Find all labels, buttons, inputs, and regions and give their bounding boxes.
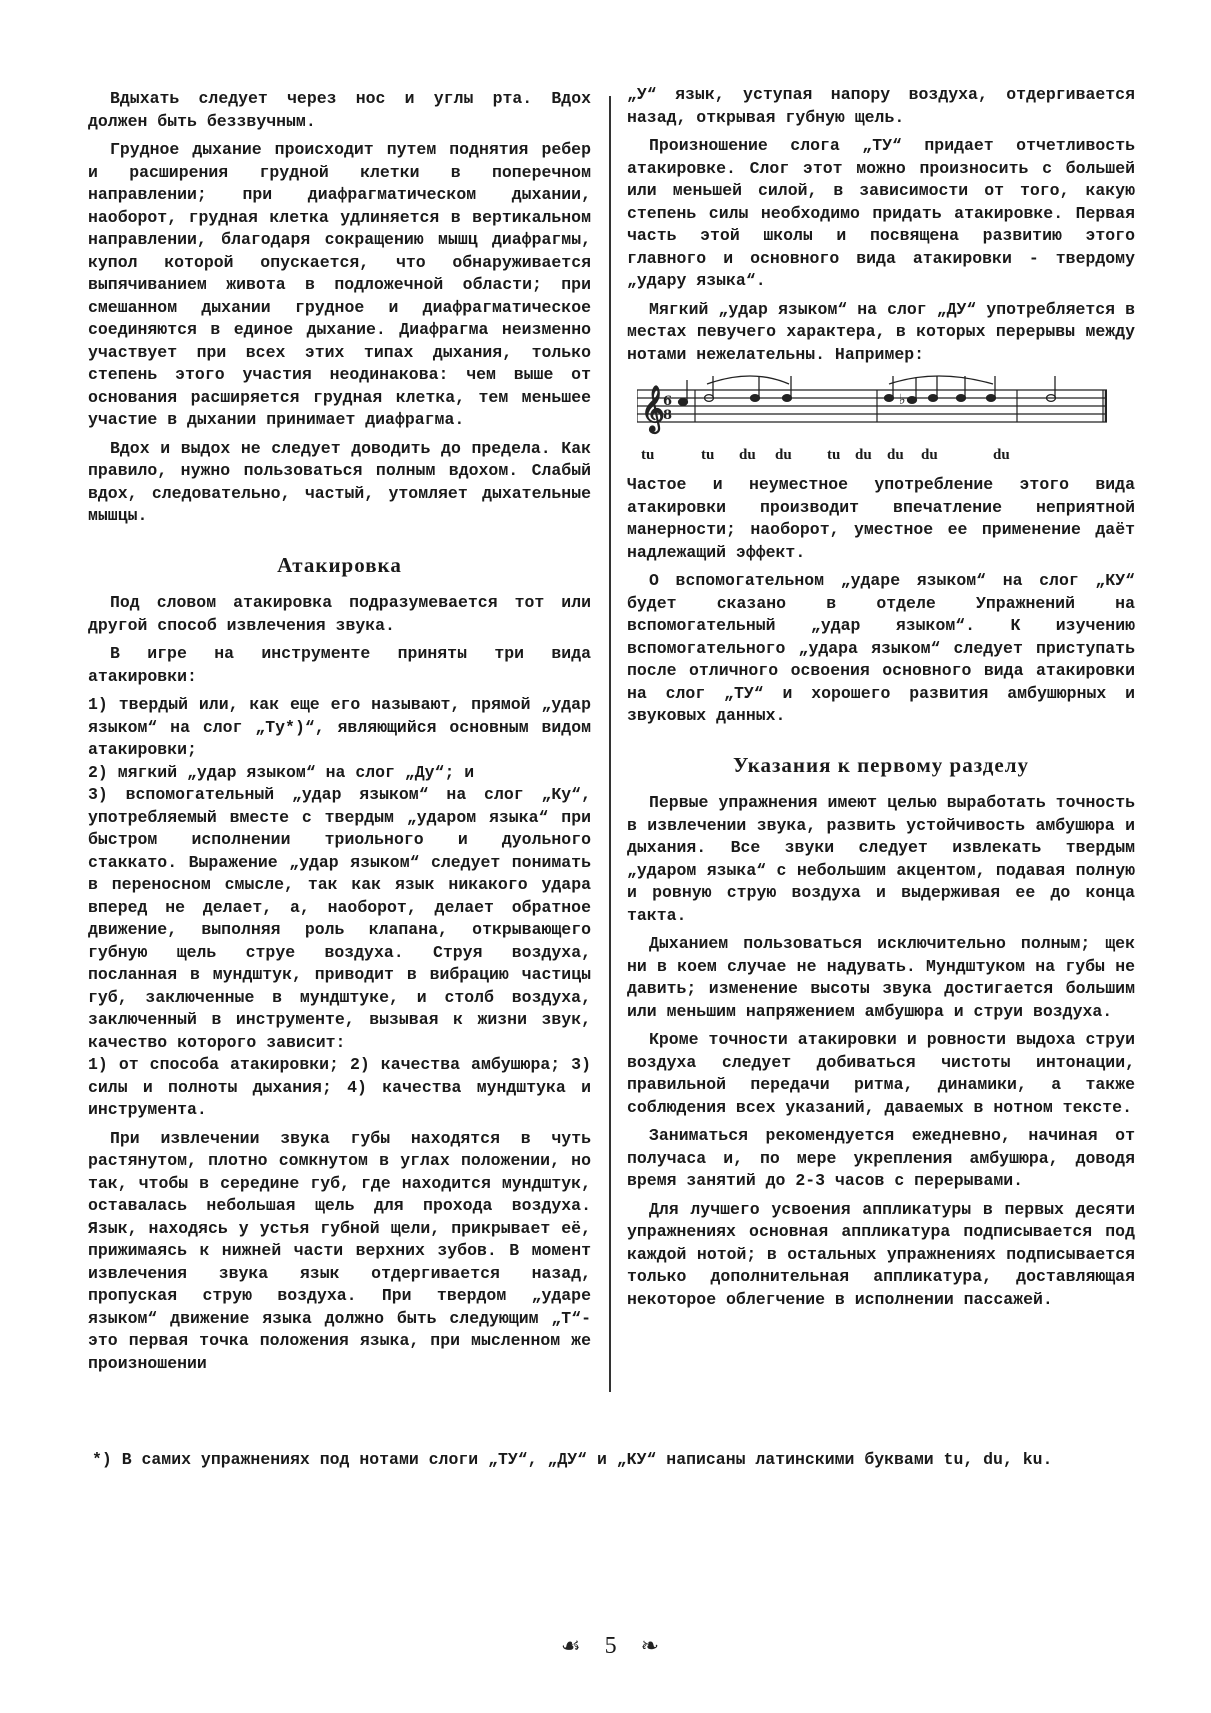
- paragraph-inhale: Вдыхать следует через нос и углы рта. Вдох должен быть беззвучным.: [88, 89, 591, 131]
- instruction-paragraph: Заниматься рекомендуется ежедневно, начиная от получаса и, по мере укрепления амбушюра, доводя время занятий до 2-3 часов с перерывами.: [627, 1126, 1135, 1190]
- svg-text:6: 6: [663, 394, 673, 409]
- paragraph-continuation: „У“ язык, уступая напору воздуха, отдергивается назад, открывая губную щель.: [627, 85, 1135, 127]
- paragraph-breath-limits: Вдох и выдох не следует доводить до предела. Как правило, нужно пользоваться полным вдохом. Слабый вдох, следовательно, частый, утомляет дыхательные мышцы.: [88, 438, 591, 525]
- syllable-label: du: [993, 447, 1010, 463]
- paragraph-tu: Произношение слога „ТУ“ придает отчетливость атакировке. Слог этот можно произносить с большей или меньшей силой, в зависимости от того, какую степень силы необходимо придать атакировке. Первая часть этой школы и посвящена развитию этого главного и основного вида атакировки - твердому „удару языка“.: [627, 136, 1135, 290]
- right-column: [627, 84, 1135, 1317]
- section-heading-instructions: Указания к первому разделу: [733, 752, 1029, 777]
- attack-factors: 1) от способа атакировки; 2) качества амбушюра; 3) силы и полноты дыхания; 4) качества мундштука и инструмента.: [88, 1055, 591, 1119]
- paragraph-du: Мягкий „удар языком“ на слог „ДУ“ употребляется в местах певучего характера, в которых перерывы между нотами нежелательны. Например:: [627, 299, 1135, 364]
- instruction-paragraph: Первые упражнения имеют целью выработать точность в извлечении звука, развить устойчивость амбушюра и дыхания. Все звуки следует извлекать твердым „ударом языка“ с небольшим акцентом, подавая полную и ровную струю воздуха и выдерживая ее до конца такта.: [627, 793, 1135, 925]
- page-footer: [540, 1633, 680, 1660]
- instruction-paragraph: Дыханием пользоваться исключительно полным; щек ни в коем случае не надувать. Мундштуком на губы не давить; изменение высоты звука достигается большим или меньшим напряжением амбушюра и струи воздуха.: [627, 934, 1135, 1021]
- column-divider: [609, 96, 611, 1392]
- left-column: [88, 88, 591, 1381]
- paragraph-lips: При извлечении звука губы находятся в чуть растянутом, плотно сомкнутом в углах положении, но так, чтобы в середине губ, где находится мундштук, оставалась небольшая щель для прохода воздуха. Язык, находясь у устья губной щели, прикрывает её, прижимаясь к нижней части верхних зубов. В момент извлечения звука язык отдергивается назад, пропуская струю воздуха. При твердом „ударе языком“ движение языка должно быть следующим „Т“-это первая точка положения языка, при мысленном же произношении: [88, 1128, 591, 1373]
- page-number: 5: [604, 1633, 617, 1659]
- syllable-label: du: [855, 447, 872, 463]
- instruction-paragraph: Для лучшего усвоения аппликатуры в первых десяти упражнениях основная аппликатура подписывается под каждой нотой; в остальных упражнениях подписывается только дополнительная аппликатура, доставляющая некоторое облегчение в исполнении пассажей.: [627, 1199, 1135, 1309]
- syllable-label: tu: [641, 447, 655, 463]
- paragraph-attack-types-intro: В игре на инструменте приняты три вида атакировки:: [88, 644, 591, 686]
- paragraph-misuse: Частое и неуместное употребление этого вида атакировки производит впечатление неприятной манерности; наоборот, уместное ее применение даёт надлежащий эффект.: [627, 475, 1135, 562]
- paragraph-attack-intro: Под словом атакировка подразумевается тот или другой способ извлечения звука.: [88, 593, 591, 635]
- syllable-label: du: [887, 447, 904, 463]
- footnote: *) В самих упражнениях под нотами слоги „ТУ“, „ДУ“ и „КУ“ написаны латинскими буквами tu, du, ku.: [92, 1450, 1053, 1469]
- syllable-label: du: [739, 447, 756, 463]
- instruction-paragraph: Кроме точности атакировки и ровности выдоха струи воздуха следует добиваться чистоты интонации, правильной передачи ритма, динамики, а также соблюдения всех указаний, даваемых в нотном тексте.: [627, 1030, 1135, 1117]
- attack-item-2: 2) мягкий „удар языком“ на слог „Ду“; и: [88, 762, 475, 782]
- paragraph-breathing-types: Грудное дыхание происходит путем поднятия ребер и расширения грудной клетки в поперечном направлении; при диафрагматическом дыхании, наоборот, грудная клетка удлиняется в вертикальном направлении, благодаря сокращению мышц диафрагмы, купол которой опускается, что обнаруживается выпячиванием живота в подложечной области; при смешанном дыхании грудное и диафрагматическое соединяются в единое дыхание. Диафрагма неизменно участвует при всех этих типах дыхания, только степень этого участия неодинакова: чем выше от основания расширяется грудная клетка, тем меньшее участие в дыхании принимает диафрагма.: [88, 140, 591, 429]
- attack-item-1: 1) твердый или, как еще его называют, прямой „удар языком“ на слог „Ту*)“, являющийся основным видом атакировки;: [88, 695, 591, 759]
- syllable-label: du: [775, 447, 792, 463]
- syllable-label: tu: [827, 447, 841, 463]
- svg-text:8: 8: [663, 408, 673, 423]
- paragraph-ku: О вспомогательном „ударе языком“ на слог „КУ“ будет сказано в отделе Упражнений на вспомогательный „удар языком“. К изучению вспомогательного „удара языком“ следует приступать после отличного освоения основного вида атакировки на слог „ТУ“ и хорошего развития амбушюрных и звуковых данных.: [627, 571, 1135, 725]
- left-ornament-icon: ☙: [560, 1633, 581, 1658]
- syllable-label: du: [921, 447, 938, 463]
- treble-clef-icon: 𝄞: [641, 385, 665, 432]
- svg-text:♭: ♭: [899, 392, 906, 408]
- syllable-label: tu: [701, 447, 715, 463]
- music-example: [627, 372, 1135, 468]
- music-staff: [637, 372, 1107, 442]
- section-heading-attack: Атакировка: [277, 552, 402, 577]
- right-ornament-icon: ❧: [640, 1633, 660, 1658]
- attack-item-3: 3) вспомогательный „удар языком“ на слог „Ку“, употребляемый вместе с твердым „ударом языка“ при быстром исполнении триольного и дуольного стаккато. Выражение „удар языком“ следует понимать в переносном смысле, так как язык никакого удара вперед не делает, а, наоборот, делает обратное движение, выполняя роль клапана, открывающего губную щель струе воздуха. Струя воздуха, посланная в мундштук, приводит в вибрацию частицы губ, заключенные в мундштуке, и столб воздуха, заключенный в инструменте, вызывая к жизни звук, качество которого зависит:: [88, 785, 591, 1052]
